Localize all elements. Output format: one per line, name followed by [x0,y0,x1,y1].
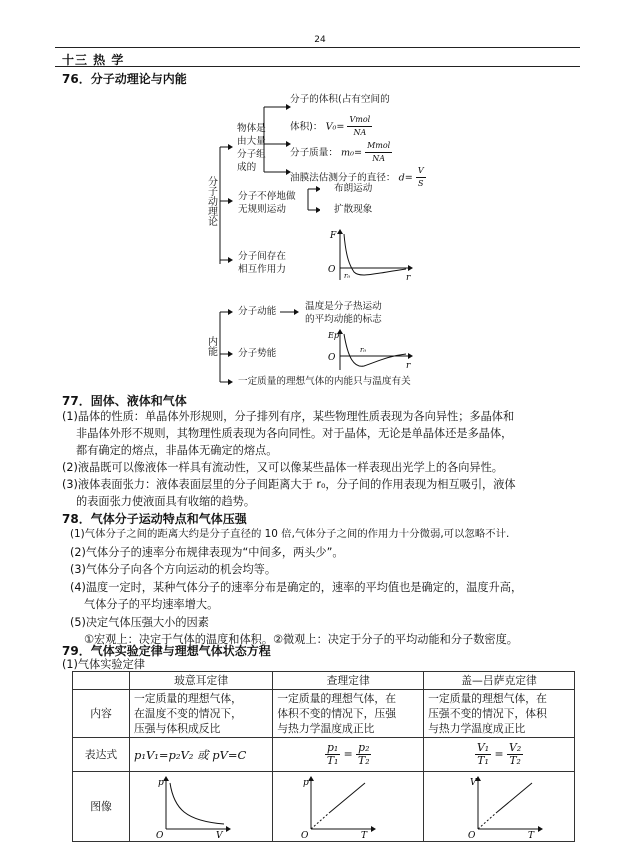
table-header-row [73,672,575,690]
tree-b4: 分子动能 [238,306,277,317]
s77-line: 非晶体外形不规则，其物理性质表现为各向同性。对于晶体，无论是单晶体还是多晶体， [76,427,513,440]
tree-b4-note [305,300,382,326]
potential-graph-xlabel: r [406,361,411,371]
frac-num: p₂ [358,741,370,754]
force-graph-ylabel: F [330,231,337,241]
cell-line: 一定质量的理想气体，在 [277,692,397,705]
frac-den: T₁ [326,754,339,767]
tree-b1 [237,122,266,174]
b2-1: 布朗运动 [334,183,373,194]
b4-note-line: 的平均动能的标志 [305,314,382,325]
section-78-title: 78．气体分子运动特点和气体压强 [62,512,247,526]
charles-frac-right [356,742,371,767]
gl-frac-right [507,742,523,767]
force-graph-origin: O [328,265,336,275]
table-row-content [73,690,575,738]
potential-graph-r0: r₀ [360,346,367,354]
boyle-graph-o: O [156,830,164,839]
frac-d-num: V [416,165,426,178]
table-row-expression [73,738,575,772]
cell-boyle-content [130,690,273,738]
b3-line: 相互作用力 [238,264,286,275]
row-label-graph: 图像 [73,772,130,842]
cell-gaylussac-content [424,690,575,738]
boyle-graph [154,775,234,839]
frac-m0-den: NA [372,154,386,163]
section-78-body [70,526,522,649]
formula-v0: V₀= [325,121,345,133]
row-label-content: 内容 [73,690,130,738]
b1-3-text: 油膜法估测分子的直径： [290,172,396,184]
root-theory-text: 分子动理论 [205,176,217,226]
row-label-expression: 表达式 [73,738,130,772]
tree-b3 [238,250,286,276]
s77-line: 的表面张力使液面具有收缩的趋势。 [76,495,256,508]
eq-sign: = [494,747,504,761]
section-79-title: 79．气体实验定律与理想气体状态方程 [62,644,271,658]
header-boyle: 玻意耳定律 [130,672,273,690]
s77-line: 都有确定的熔点，非晶体无确定的熔点。 [76,444,278,457]
cell-charles-content [273,690,424,738]
s78-line: (3)气体分子向各个方向运动的机会均等。 [70,563,277,576]
cell-line: 压强不变的情况下，体积 [428,707,547,720]
potential-graph-origin: O [328,353,336,363]
table-row-graph [73,772,575,842]
frac-v0-den: NA [353,128,367,137]
charles-graph-o: O [301,830,309,839]
gaylussac-graph [466,775,546,839]
gaylussac-graph-o: O [468,830,476,839]
section-79-subtitle: (1)气体实验定律 [62,658,145,671]
chapter-rule [55,66,580,67]
section-77-body [62,408,516,510]
frac-v0-num: Vmol [347,114,372,127]
tree-b6: 一定质量的理想气体的内能只与温度有关 [238,376,411,387]
gaylussac-graph-x: T [528,830,535,839]
tree-b2 [238,190,296,216]
s78-line: (1)气体分子之间的距离大约是分子直径的 10 倍,气体分子之间的作用力十分微弱,可以忽略不计. [70,528,510,540]
frac-den: T₂ [358,754,370,767]
frac-den: T₁ [477,754,489,767]
formula-m0: m₀= [341,147,363,159]
cell-gaylussac-expr [424,738,575,772]
force-graph-r0: r₀ [344,272,351,280]
frac-num: p₁ [326,741,339,754]
b4-note-line: 温度是分子热运动 [305,301,382,312]
b2-line: 分子不停地做 [238,191,296,202]
frac-m0 [365,140,392,165]
s78-line: (4)温度一定时，某种气体分子的速率分布是确定的，速率的平均值也是确定的，温度升高， [70,580,523,594]
boyle-expr: p₁V₁=p₂V₂ 或 pV=C [134,747,247,762]
gaylussac-graph-y: V [470,777,477,788]
cell-boyle-expr [130,738,273,772]
eq-sign: = [343,747,353,761]
s78-line: (2)气体分子的速率分布规律表现为“中间多，两头少”。 [70,545,344,559]
s77-line: (2)液晶既可以像液体一样具有流动性，又可以像某些晶体一样表现出光学上的各向异性。 [62,461,503,474]
table-corner [73,672,130,690]
chapter-title: 十三 热 学 [62,53,125,67]
frac-den: T₂ [509,754,521,767]
frac-d [416,165,426,190]
cell-line: 一定质量的理想气体，在 [428,692,547,705]
cell-charles-expr [273,738,424,772]
s77-line: (3)液体表面张力：液体表面层里的分子间距离大于 r₀，分子间的作用表现为相互吸引，液体 [62,478,516,491]
b1-1b-text: 体积)： [290,121,323,133]
force-graph-xlabel: r [406,273,411,283]
boyle-graph-x: V [216,830,223,839]
formula-d: d= [398,172,413,184]
b3-line: 分子间存在 [238,251,286,262]
tree-b5: 分子势能 [238,348,277,359]
header-charles: 查理定律 [273,672,424,690]
charles-graph [299,775,379,839]
section-76-title: 76．分子动理论与内能 [62,72,187,86]
frac-m0-num: Mmol [365,140,392,153]
b1-2-text: 分子质量： [290,147,338,159]
gas-law-table [72,671,575,842]
potential-graph-ylabel: Ep [328,331,339,340]
section-77-title: 77．固体、液体和气体 [62,394,187,408]
frac-num: V₂ [509,741,522,754]
gl-frac-left [475,742,491,767]
s78-line: 气体分子的平均速率增大。 [84,598,219,611]
header-gaylussac: 盖—吕萨克定律 [424,672,575,690]
frac-d-den: S [417,179,424,188]
charles-frac-left [325,742,340,767]
potential-graph [326,328,416,372]
b1-1a: 分子的体积(占有空间的 [290,94,390,105]
root-energy-text: 内能 [205,336,217,356]
frac-v0 [347,114,372,139]
cell-line: 与热力学温度成正比 [428,722,526,735]
header-rule [55,47,580,48]
b1-line: 物体是 [237,123,266,134]
s78-line: ①宏观上：决定于气体的温度和体积。②微观上：决定于分子的平均动能和分子数密度。 [84,633,518,646]
cell-gaylussac-graph [424,772,575,842]
cell-charles-graph [273,772,424,842]
b1-line: 由大量 [237,136,266,147]
b1-1b [290,114,372,139]
b2-2: 扩散现象 [334,204,373,215]
s78-line: (5)决定气体压强大小的因素 [70,615,209,629]
s77-line: (1)晶体的性质：单晶体外形规则，分子排列有序，某些物理性质表现为各向异性；多晶体和 [62,410,515,423]
charles-graph-x: T [361,830,368,839]
cell-line: 与热力学温度成正比 [277,722,375,735]
b1-2 [290,140,392,165]
boyle-graph-y: p [158,777,164,788]
b1-line: 成的 [237,162,257,173]
b2-line: 无规则运动 [238,204,286,215]
page-number: 24 [314,35,326,45]
cell-boyle-graph [130,772,273,842]
charles-graph-y: p [303,777,310,788]
cell-line: 一定质量的理想气体， [134,692,242,705]
force-graph [326,228,416,284]
frac-num: V₁ [476,741,490,754]
cell-line: 压强与体积成反比 [134,722,221,735]
b1-line: 分子组 [237,149,266,160]
cell-line: 在温度不变的情况下， [134,707,242,720]
cell-line: 体积不变的情况下，压强 [277,707,397,720]
